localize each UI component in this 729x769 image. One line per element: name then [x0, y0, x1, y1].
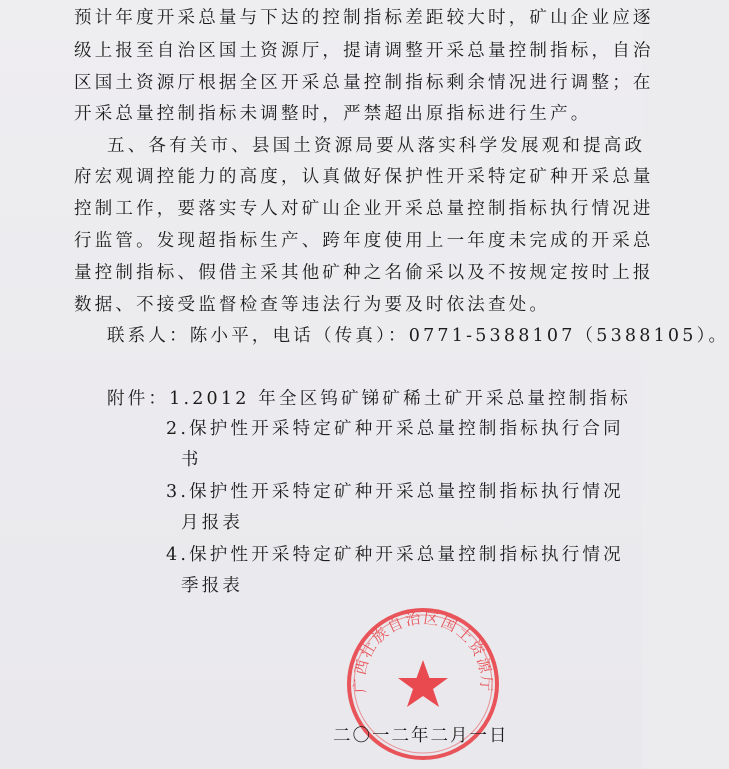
paragraph-line: 量控制指标、假借主采其他矿种之名偷采以及不按规定按时上报: [74, 263, 654, 283]
paragraph-line: 府宏观调控能力的高度，认真做好保护性开采特定矿种开采总量: [74, 167, 654, 187]
paragraph-line: 行监管。发现超指标生产、跨年度使用上一年度未完成的开采总: [74, 231, 654, 251]
attachment-label: 附件：: [107, 389, 170, 409]
attachment-text: 1.2012 年全区钨矿锑矿稀土矿开采总量控制指标: [169, 389, 631, 409]
seal-text: 广西壮族自治区国土资源厅: [350, 609, 496, 694]
paragraph-line: 开采总量控制指标未调整时，严禁超出原指标进行生产。: [74, 104, 592, 124]
paragraph-line: 数据、不接受监督检查等违法行为要及时依法查处。: [74, 295, 551, 315]
attachment-item-4: 4.保护性开采特定矿种开采总量控制指标执行情况: [166, 545, 624, 565]
attachment-item-1: [107, 388, 642, 410]
attachment-item-2: 2.保护性开采特定矿种开采总量控制指标执行合同: [166, 419, 624, 439]
attachment-item-3-cont: 月报表: [181, 513, 244, 533]
attachment-item-4-cont: 季报表: [181, 576, 244, 596]
paragraph-line: 预计年度开采总量与下达的控制指标差距较大时，矿山企业应逐: [74, 8, 654, 28]
paragraph-line: 区国土资源厅根据全区开采总量控制指标剩余情况进行调整；在: [74, 73, 654, 93]
paragraph-line: 级上报至自治区国土资源厅，提请调整开采总量控制指标，自治: [74, 41, 654, 61]
attachment-item-2-cont: 书: [181, 450, 202, 470]
paragraph-line: 五、各有关市、县国土资源局要从落实科学发展观和提高政: [107, 136, 646, 156]
document-date: 二〇一二年二月一日: [333, 726, 509, 746]
contact-line: 联系人：陈小平，电话（传真）：0771-5388107（5388105）。: [107, 326, 729, 346]
attachment-item-3: 3.保护性开采特定矿种开采总量控制指标执行情况: [166, 482, 624, 502]
paragraph-line: 控制工作，要落实专人对矿山企业开采总量控制指标执行情况进: [74, 199, 654, 219]
